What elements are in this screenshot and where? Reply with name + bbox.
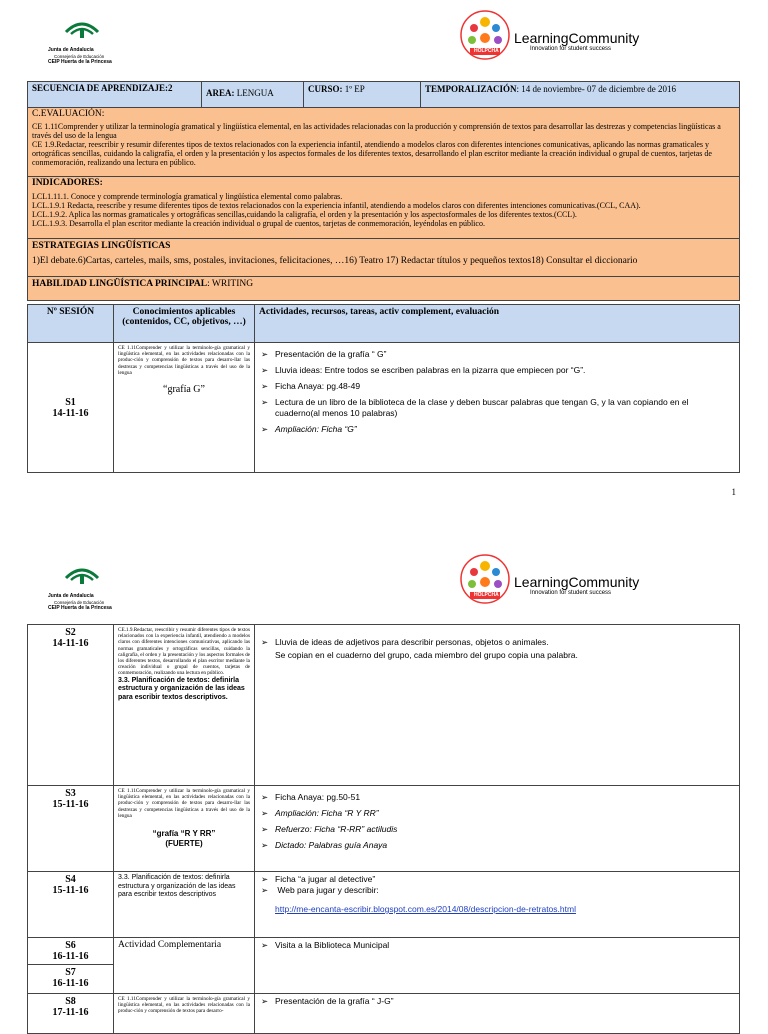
s2-id: S2 — [65, 627, 76, 638]
s1-id: S1 — [65, 396, 76, 408]
descripcion-retratos-link[interactable]: http://me-encanta-escribir.blogspot.com.es/2014/08/descripcion-de-retratos.html — [275, 904, 576, 914]
s1-conoc-cell — [114, 343, 255, 473]
arrow-bullet-icon: ➢ — [261, 365, 269, 375]
s1-act-3 — [259, 381, 735, 392]
arrow-bullet-icon: ➢ — [261, 424, 269, 434]
estrategias-row — [28, 239, 740, 277]
arrow-bullet-icon: ➢ — [261, 840, 269, 850]
s1-act-5-text: Ampliación: Ficha “G” — [275, 424, 357, 434]
s3-conoc-cell — [114, 786, 255, 872]
s67-conoc: Actividad Complementaria — [118, 940, 222, 950]
s3-act-4 — [259, 840, 735, 851]
gov-line-1: Junta de Andalucía — [48, 47, 94, 53]
session-row-s3 — [28, 786, 740, 872]
page-number: 1 — [731, 487, 736, 497]
columns-header-row — [28, 305, 740, 343]
area-value: LENGUA — [234, 88, 274, 98]
gov-line-3: CEIP Huerta de la Princesa — [48, 605, 112, 611]
s2-id-cell — [28, 625, 114, 786]
s1-conoc: CE 1.11Comprender y utilizar la terminolo-gía gramatical y lingüística elemental, en las actividades relacionadas con la produc-ción y comprensión de textos para desarro-llar las destrezas y competencias lingüísticas a través del uso de la lengua — [118, 345, 250, 376]
s4-id: S4 — [65, 874, 76, 885]
ceval-row — [28, 108, 740, 177]
arrow-bullet-icon: ➢ — [261, 874, 269, 884]
junta-emblem-icon — [62, 560, 102, 588]
s3-grafia: “grafía “R Y RR” — [152, 829, 216, 839]
s4-conoc: 3.3. Planificación de textos: definirla estructura y organización de las ideas para escribir textos descriptivos — [118, 874, 236, 898]
arrow-bullet-icon: ➢ — [261, 824, 269, 834]
indicadores-cell — [28, 177, 740, 239]
s67-act-cell — [255, 938, 740, 994]
s3-id-cell — [28, 786, 114, 872]
s67-conoc-cell — [114, 938, 255, 994]
estrategias-title: ESTRATEGIAS LINGÜÍSTICAS — [32, 241, 171, 251]
s4-id-cell — [28, 872, 114, 938]
s3-act-3 — [259, 824, 735, 835]
lc-title: LearningCommunity — [514, 574, 640, 590]
s1-act-cell — [255, 343, 740, 473]
junta-logo — [44, 0, 124, 66]
session-row-s2 — [28, 625, 740, 786]
session-row-s6-s7 — [28, 938, 740, 994]
s67-act-1-text: Visita a la Biblioteca Municipal — [275, 940, 390, 950]
curso-cell — [304, 82, 421, 108]
area-cell — [202, 82, 304, 108]
secuencia-cell — [28, 82, 202, 108]
session-row-s8 — [28, 994, 740, 1034]
s3-act-2 — [259, 808, 735, 819]
arrow-bullet-icon: ➢ — [261, 996, 269, 1006]
s8-date: 17-11-16 — [52, 1007, 89, 1018]
s1-act-4-text: Lectura de un libro de la biblioteca de la clase y deben buscar palabras que tengan G, y la van copiando en el cuaderno(al menos 10 palabras) — [275, 397, 689, 418]
arrow-bullet-icon: ➢ — [261, 885, 269, 895]
s1-act-1 — [259, 349, 735, 360]
gov-text — [48, 593, 124, 612]
s8-id-cell — [28, 994, 114, 1034]
gov-line-3: CEIP Huerta de la Princesa — [48, 59, 112, 65]
s1-date: 14-11-16 — [52, 407, 89, 419]
s3-act-cell — [255, 786, 740, 872]
gov-line-2: Consejería de Educación — [54, 53, 105, 59]
s3-act-1-text: Ficha Anaya: pg.50-51 — [275, 792, 361, 802]
s67-act-1 — [259, 940, 735, 951]
session-row-s1 — [28, 343, 740, 473]
col-act-text: Actividades, recursos, tareas, activ complement, evaluación — [259, 307, 500, 317]
col-conoc — [114, 305, 255, 343]
s8-conoc: CE 1.11Comprender y utilizar la terminolo-gía gramatical y lingüística elemental, en las actividades relacionadas con la produc-ción y comprensión de textos para desarro- — [118, 996, 250, 1015]
s2-conoc: CE.1.9.Redactar, reescribir y resumir diferentes tipos de textos relacionados con la experiencia infantil, atendiendo a modelos claros con diferentes intenciones comunicativas, aplicando las normas gramaticales y ortográficas sencillas, cuidando la caligrafía, el orden y la presentación y los aspectos formales de los diferentes textos, desarrollando el plan escritor mediante la creación individual o grupal de cuentos, tarjetas de conmemoración, realizando una lectura en público. — [118, 627, 250, 677]
s1-grafia: “grafía G” — [163, 384, 205, 396]
s8-id: S8 — [65, 996, 76, 1007]
s1-act-3-text: Ficha Anaya: pg.48-49 — [275, 381, 361, 391]
arrow-bullet-icon: ➢ — [261, 792, 269, 802]
arrow-bullet-icon: ➢ — [261, 808, 269, 818]
s6-s7-id-cell — [28, 938, 114, 994]
temp-cell — [421, 82, 740, 108]
s7-date: 16-11-16 — [52, 978, 89, 989]
temp-value: : 14 de noviembre- 07 de diciembre de 2016 — [516, 84, 676, 94]
s1-act-2 — [259, 365, 735, 376]
lc-subtitle: Innovation for student success — [530, 46, 612, 52]
col-sesion — [28, 305, 114, 343]
s3-act-4-text: Dictado: Palabras guía Anaya — [275, 840, 388, 850]
s4-act-1 — [259, 874, 735, 885]
junta-logo — [44, 550, 124, 612]
learning-community-logo — [458, 552, 640, 611]
s1-act-4 — [259, 397, 735, 419]
planning-table-top — [27, 81, 740, 301]
learning-community-logo — [458, 8, 640, 67]
s3-fuerte: (FUERTE) — [165, 839, 203, 849]
s6-date: 16-11-16 — [52, 951, 89, 962]
s6-id: S6 — [65, 940, 76, 951]
s3-conoc: CE 1.11Comprender y utilizar la terminolo-gía gramatical y lingüística elemental, en las actividades relacionadas con la produc-ción y comprensión de textos para desarro-llar las destrezas y competencias lingüísticas a través del uso de la lengua — [118, 788, 250, 819]
sessions-table-p1 — [27, 304, 740, 473]
s3-date: 15-11-16 — [52, 799, 89, 810]
junta-emblem-icon — [62, 14, 102, 42]
habilidad-label: HABILIDAD LINGÜÍSTICA PRINCIPAL — [32, 279, 208, 289]
arrow-bullet-icon: ➢ — [261, 397, 269, 407]
session-row-s4 — [28, 872, 740, 938]
s8-act-cell — [255, 994, 740, 1034]
gov-line-2: Consejería de Educación — [54, 599, 105, 605]
temp-label: TEMPORALIZACIÓN — [425, 84, 517, 94]
s1-act-1-text: Presentación de la grafía “ G” — [275, 349, 387, 359]
secuencia-text: SECUENCIA DE APRENDIZAJE:2 — [32, 83, 173, 93]
indicador-4: LCL.1.9.3. Desarrolla el plan escritor mediante la creación individual o grupal de cuentos, tarjetas de conmemoración, leyéndolas en público. — [32, 219, 485, 228]
habilidad-value: : WRITING — [207, 279, 254, 289]
col-sesion-text: Nº SESIÓN — [46, 307, 95, 317]
indicador-3: LCL.1.9.2. Aplica las normas gramaticales y ortográficas sencillas,cuidando la caligrafía, el orden y la presentación y los aspectosformales de los diferentes textos.(CCL). — [32, 210, 577, 219]
indicadores-row — [28, 177, 740, 239]
s8-act-1 — [259, 996, 735, 1007]
estrategias-cell — [28, 239, 740, 277]
s2-plan: 3.3. Planificación de textos: definirla estructura y organización de las ideas para escribir textos descriptivos. — [118, 676, 245, 701]
page-2 — [0, 550, 768, 1024]
s4-act-2-text: Web para jugar y describir: — [275, 885, 379, 895]
s2-act-cell — [255, 625, 740, 786]
indicador-2: LCL.1.9.1 Redacta, reescribe y resume diferentes tipos de textos relacionados con la experiencia infantil, atendiendo a modelos claros con diferentes intenciones comunicativas.(CCL, CAA). — [32, 201, 641, 210]
s4-act-cell — [255, 872, 740, 938]
s3-act-1 — [259, 792, 735, 803]
s2-date: 14-11-16 — [52, 638, 89, 649]
ceval-text-2: CE 1.9.Redactar, reescribir y resumir diferentes tipos de textos relacionados con la experiencia infantil, atendiendo a modelos claros con diferentes intenciones comunicativas, aplicando las normas gramaticales y ortográficas sencillas, cuidando la caligrafía, el orden y la presentación y los aspectos formales de los diferentes textos, desarrollando el plan escritor mediante la creación individual o grupal de cuentos, tarjetas de conmemoración, realizando una lectura en público. — [32, 140, 712, 167]
s2-act-1b-text: Se copian en el cuaderno del grupo, cada miembro del grupo copia una palabra. — [275, 650, 578, 660]
s7-id: S7 — [65, 967, 76, 978]
lc-title: LearningCommunity — [514, 30, 640, 46]
estrategias-text: 1)El debate.6)Cartas, carteles, mails, sms, postales, invitaciones, felicitaciones, …16) Teatro 17) Redactar títulos y pequeños textos18) Consultar el diccionario — [32, 256, 638, 266]
page-1 — [0, 0, 768, 500]
ceval-title: C.EVALUACIÓN: — [32, 109, 105, 119]
s2-act-1-text: Lluvia de ideas de adjetivos para describir personas, objetos o animales. — [275, 637, 549, 647]
lc-badge: HOLPCHA — [474, 592, 499, 598]
s4-date: 15-11-16 — [52, 885, 89, 896]
s4-act-1-text: Ficha “a jugar al detective” — [275, 874, 376, 884]
s3-act-2-text: Ampliación: Ficha “R Y RR” — [275, 808, 379, 818]
lc-subtitle: Innovation for student success — [530, 590, 612, 596]
s1-act-5 — [259, 424, 735, 435]
s2-act-1 — [259, 637, 735, 648]
col-act — [255, 305, 740, 343]
s3-act-3-text: Refuerzo: Ficha “R-RR” actiludis — [275, 824, 398, 834]
ceval-text-1: CE 1.11Comprender y utilizar la terminología gramatical y lingüística elemental, en las actividades relacionadas con la producción y comprensión de textos para desarrollar las destrezas y competencias lingüísticas a través del uso de la lengua — [32, 122, 721, 140]
habilidad-row — [28, 277, 740, 301]
ceval-cell — [28, 108, 740, 177]
habilidad-cell — [28, 277, 740, 301]
indicadores-title: INDICADORES: — [32, 178, 103, 188]
indicador-1: LCL1.11.1. Conoce y comprende terminología gramatical y lingüística elemental como palabras. — [32, 192, 343, 201]
page-header — [0, 550, 768, 620]
s1-act-2-text: Lluvia ideas: Entre todos se escriben palabras en la pizarra que empiecen por “G”. — [275, 365, 586, 375]
curso-value: 1º EP — [342, 84, 365, 94]
gov-text — [48, 47, 124, 66]
gov-line-1: Junta de Andalucía — [48, 593, 94, 599]
arrow-bullet-icon: ➢ — [261, 637, 269, 647]
header-row — [28, 82, 740, 108]
s8-conoc-cell — [114, 994, 255, 1034]
curso-label: CURSO: — [308, 84, 343, 94]
s8-act-1-text: Presentación de la grafía “ J-G” — [275, 996, 394, 1006]
area-label: AREA: — [206, 88, 235, 98]
s4-act-2 — [259, 885, 735, 896]
sessions-table-p2 — [27, 624, 740, 1034]
s1-id-cell — [28, 343, 114, 473]
arrow-bullet-icon: ➢ — [261, 349, 269, 359]
arrow-bullet-icon: ➢ — [261, 381, 269, 391]
lc-badge: HOLPCHA — [474, 48, 499, 54]
arrow-bullet-icon: ➢ — [261, 940, 269, 950]
s2-conoc-cell — [114, 625, 255, 786]
col-conoc-text: Conocimientos aplicables (contenidos, CC, objetivos, …) — [122, 307, 246, 327]
page-header — [0, 0, 768, 70]
s4-conoc-cell — [114, 872, 255, 938]
s3-id: S3 — [65, 788, 76, 799]
